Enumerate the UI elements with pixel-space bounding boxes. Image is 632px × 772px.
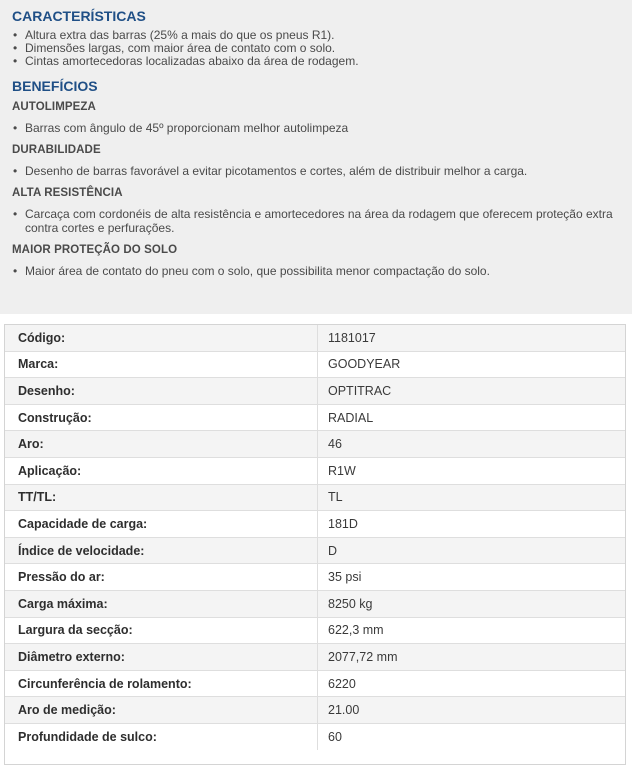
spec-value: TL	[318, 484, 626, 511]
spec-value: R1W	[318, 457, 626, 484]
list-item: • Altura extra das barras (25% a mais do que os pneus R1).	[13, 28, 335, 42]
list-item: • Maior área de contato do pneu com o solo, que possibilita menor compactação do solo.	[13, 264, 490, 278]
spec-label: Largura da secção:	[5, 617, 318, 644]
caracteristicas-title: CARACTERÍSTICAS	[12, 8, 146, 24]
spec-value: RADIAL	[318, 404, 626, 431]
table-row	[5, 697, 625, 724]
autolimpeza-list	[12, 121, 620, 135]
table-row	[5, 723, 625, 749]
spec-value: 8250 kg	[318, 590, 626, 617]
table-row	[5, 670, 625, 697]
spec-value: OPTITRAC	[318, 378, 626, 405]
table-row	[5, 457, 625, 484]
table-row	[5, 351, 625, 378]
section-heading-maior-protecao: MAIOR PROTEÇÃO DO SOLO	[12, 244, 178, 256]
alta-resistencia-list	[12, 207, 620, 235]
maior-protecao-list	[12, 264, 620, 278]
spec-value: 35 psi	[318, 564, 626, 591]
spec-value: 181D	[318, 511, 626, 538]
section-heading-durabilidade: DURABILIDADE	[12, 144, 101, 156]
list-item: • Cintas amortecedoras localizadas abaixo da área de rodagem.	[13, 54, 359, 68]
spec-label: Aplicação:	[5, 457, 318, 484]
table-row	[5, 644, 625, 671]
spec-value: 60	[318, 723, 626, 749]
specs-table	[4, 324, 626, 765]
durabilidade-list	[12, 164, 620, 178]
table-row	[5, 564, 625, 591]
table-row	[5, 617, 625, 644]
spec-label: Capacidade de carga:	[5, 511, 318, 538]
list-item: • Carcaça com cordonéis de alta resistência e amortecedores na área da rodagem que oferecem proteção extra contra cortes e perfurações.	[13, 207, 613, 235]
product-description-panel	[0, 0, 632, 314]
spec-label: Marca:	[5, 351, 318, 378]
spec-label: Código:	[5, 325, 318, 351]
spec-label: Construção:	[5, 404, 318, 431]
bullet-icon: •	[13, 54, 18, 68]
spec-value: 2077,72 mm	[318, 644, 626, 671]
spec-value: 21.00	[318, 697, 626, 724]
bullet-icon: •	[13, 164, 18, 178]
spec-label: Profundidade de sulco:	[5, 723, 318, 749]
bullet-icon: •	[13, 264, 18, 278]
section-heading-alta-resistencia: ALTA RESISTÊNCIA	[12, 187, 123, 199]
spec-label: Aro de medição:	[5, 697, 318, 724]
spec-label: TT/TL:	[5, 484, 318, 511]
list-item: • Dimensões largas, com maior área de contato com o solo.	[13, 41, 336, 55]
spec-value: 46	[318, 431, 626, 458]
table-row	[5, 537, 625, 564]
table-row	[5, 325, 625, 351]
table-row	[5, 590, 625, 617]
caracteristicas-list	[12, 29, 620, 68]
spec-label: Desenho:	[5, 378, 318, 405]
spec-value: 622,3 mm	[318, 617, 626, 644]
spec-label: Pressão do ar:	[5, 564, 318, 591]
bullet-icon: •	[13, 207, 18, 221]
table-row	[5, 511, 625, 538]
bullet-icon: •	[13, 41, 18, 55]
list-item: • Desenho de barras favorável a evitar picotamentos e cortes, além de distribuir melhor a carga.	[13, 164, 528, 178]
spec-value: GOODYEAR	[318, 351, 626, 378]
list-item: • Barras com ângulo de 45º proporcionam melhor autolimpeza	[13, 121, 349, 135]
spec-label: Circunferência de rolamento:	[5, 670, 318, 697]
table-row	[5, 484, 625, 511]
spec-value: D	[318, 537, 626, 564]
spec-label: Diâmetro externo:	[5, 644, 318, 671]
bullet-icon: •	[13, 121, 18, 135]
spec-value: 6220	[318, 670, 626, 697]
section-heading-autolimpeza: AUTOLIMPEZA	[12, 101, 96, 113]
table-row	[5, 378, 625, 405]
table-row	[5, 431, 625, 458]
spec-value: 1181017	[318, 325, 626, 351]
spec-label: Carga máxima:	[5, 590, 318, 617]
spec-label: Aro:	[5, 431, 318, 458]
bullet-icon: •	[13, 28, 18, 42]
table-row	[5, 404, 625, 431]
beneficios-title: BENEFÍCIOS	[12, 78, 98, 94]
spec-label: Índice de velocidade:	[5, 537, 318, 564]
